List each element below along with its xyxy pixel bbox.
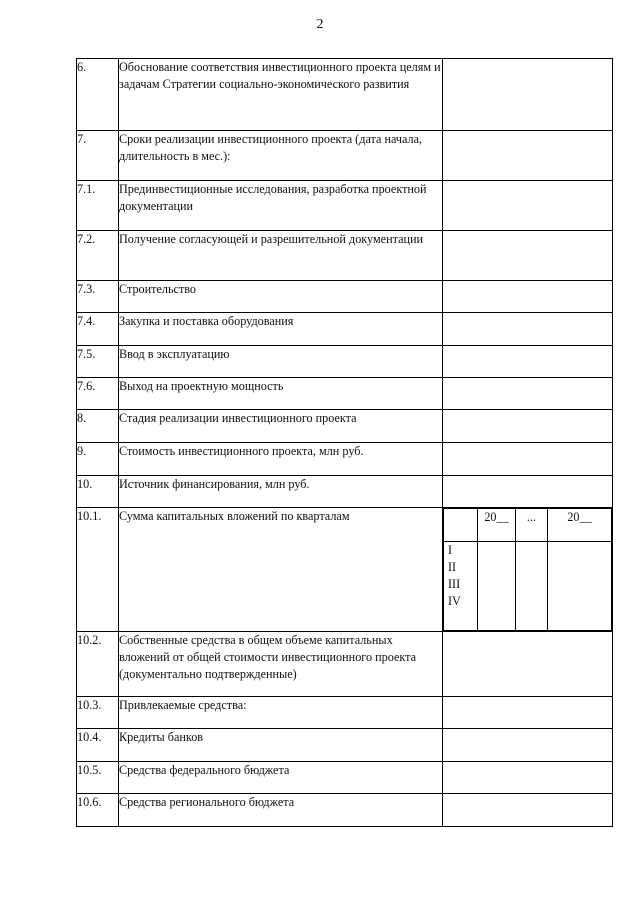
row-number: 7.5. bbox=[77, 346, 119, 378]
value-cell[interactable] bbox=[443, 131, 613, 181]
year-middle-values[interactable] bbox=[516, 542, 548, 631]
investment-project-form-table bbox=[76, 58, 613, 827]
value-cell[interactable] bbox=[443, 59, 613, 131]
table-row bbox=[77, 697, 613, 729]
value-cell[interactable] bbox=[443, 697, 613, 729]
row-number: 7.6. bbox=[77, 378, 119, 410]
table-row bbox=[77, 794, 613, 827]
row-number: 10.1. bbox=[77, 508, 119, 632]
row-number: 7.3. bbox=[77, 281, 119, 313]
value-cell[interactable] bbox=[443, 378, 613, 410]
value-cell[interactable] bbox=[443, 476, 613, 508]
quarter-header-blank bbox=[444, 509, 478, 542]
row-label: Собственные средства в общем объеме капитальных вложений от общей стоимости инвестиционного проекта (документально подтвержденные) bbox=[119, 632, 443, 697]
row-label: Выход на проектную мощность bbox=[119, 378, 443, 410]
row-label: Источник финансирования, млн руб. bbox=[119, 476, 443, 508]
table-row bbox=[77, 443, 613, 476]
table-row bbox=[77, 281, 613, 313]
row-label: Средства регионального бюджета bbox=[119, 794, 443, 827]
quarterly-grid-cell bbox=[443, 508, 613, 632]
row-number: 8. bbox=[77, 410, 119, 443]
row-number: 7.1. bbox=[77, 181, 119, 231]
quarter-label: IV bbox=[448, 594, 461, 608]
row-number: 7. bbox=[77, 131, 119, 181]
row-label: Сумма капитальных вложений по кварталам bbox=[119, 508, 443, 632]
table-row bbox=[77, 632, 613, 697]
quarterly-grid bbox=[443, 508, 612, 631]
row-label: Привлекаемые средства: bbox=[119, 697, 443, 729]
quarter-label: I bbox=[448, 543, 453, 557]
row-label: Сроки реализации инвестиционного проекта (дата начала, длительность в мес.): bbox=[119, 131, 443, 181]
table-row bbox=[77, 410, 613, 443]
row-number: 10. bbox=[77, 476, 119, 508]
row-label: Стоимость инвестиционного проекта, млн руб. bbox=[119, 443, 443, 476]
page-number: 2 bbox=[316, 17, 324, 32]
table-row bbox=[77, 378, 613, 410]
value-cell[interactable] bbox=[443, 443, 613, 476]
value-cell[interactable] bbox=[443, 231, 613, 281]
row-label: Прединвестиционные исследования, разработка проектной документации bbox=[119, 181, 443, 231]
row-number: 9. bbox=[77, 443, 119, 476]
value-cell[interactable] bbox=[443, 313, 613, 346]
row-number: 7.2. bbox=[77, 231, 119, 281]
row-number: 7.4. bbox=[77, 313, 119, 346]
table-row bbox=[77, 729, 613, 762]
table-row bbox=[77, 762, 613, 794]
row-label: Стадия реализации инвестиционного проекта bbox=[119, 410, 443, 443]
row-label: Обоснование соответствия инвестиционного проекта целям и задачам Стратегии социально-экономического развития bbox=[119, 59, 443, 131]
row-label: Кредиты банков bbox=[119, 729, 443, 762]
row-label: Получение согласующей и разрешительной документации bbox=[119, 231, 443, 281]
row-number: 6. bbox=[77, 59, 119, 131]
value-cell[interactable] bbox=[443, 729, 613, 762]
value-cell[interactable] bbox=[443, 181, 613, 231]
year-end-values[interactable] bbox=[548, 542, 612, 631]
table-row bbox=[77, 231, 613, 281]
year-start-label[interactable]: 20__ bbox=[478, 509, 516, 542]
year-start-values[interactable] bbox=[478, 542, 516, 631]
table-row bbox=[77, 346, 613, 378]
value-cell[interactable] bbox=[443, 794, 613, 827]
row-label: Ввод в эксплуатацию bbox=[119, 346, 443, 378]
table-row bbox=[77, 131, 613, 181]
table-row bbox=[77, 313, 613, 346]
row-label: Средства федерального бюджета bbox=[119, 762, 443, 794]
row-label: Закупка и поставка оборудования bbox=[119, 313, 443, 346]
value-cell[interactable] bbox=[443, 281, 613, 313]
table-row bbox=[77, 508, 613, 632]
row-number: 10.6. bbox=[77, 794, 119, 827]
year-end-label[interactable]: 20__ bbox=[548, 509, 612, 542]
value-cell[interactable] bbox=[443, 346, 613, 378]
value-cell[interactable] bbox=[443, 410, 613, 443]
row-number: 10.3. bbox=[77, 697, 119, 729]
row-label: Строительство bbox=[119, 281, 443, 313]
year-ellipsis-label: ... bbox=[516, 509, 548, 542]
table-row bbox=[77, 181, 613, 231]
value-cell[interactable] bbox=[443, 632, 613, 697]
row-number: 10.2. bbox=[77, 632, 119, 697]
quarter-label: III bbox=[448, 577, 461, 591]
value-cell[interactable] bbox=[443, 762, 613, 794]
row-number: 10.4. bbox=[77, 729, 119, 762]
row-number: 10.5. bbox=[77, 762, 119, 794]
quarters-list bbox=[444, 542, 478, 631]
table-row bbox=[77, 59, 613, 131]
quarter-label: II bbox=[448, 560, 457, 574]
table-row bbox=[77, 476, 613, 508]
